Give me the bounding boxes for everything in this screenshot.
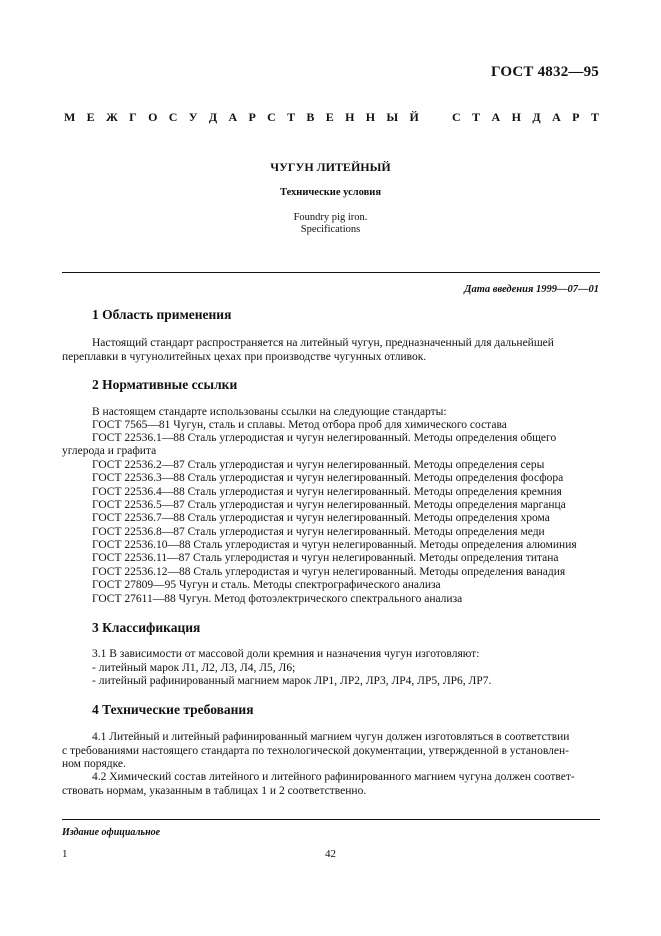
reference-item: ГОСТ 22536.8—87 Сталь углеродистая и чугун нелегированный. Методы определения меди bbox=[92, 526, 545, 538]
banner-letter: Т bbox=[287, 110, 296, 124]
section-2-heading: 2 Нормативные ссылки bbox=[92, 377, 238, 392]
interstate-standard-banner bbox=[64, 110, 599, 125]
banner-letter: А bbox=[552, 110, 561, 124]
introduction-date: Дата введения 1999—07—01 bbox=[464, 284, 599, 295]
section-1-text-line-1: Настоящий стандарт распространяется на литейный чугун, предназначенный для дальнейшей bbox=[92, 337, 554, 349]
section-3-heading: 3 Классификация bbox=[92, 620, 201, 635]
banner-letter: Е bbox=[325, 110, 334, 124]
bottom-divider bbox=[62, 819, 600, 820]
banner-letter: Н bbox=[511, 110, 521, 124]
section-4-heading: 4 Технические требования bbox=[92, 702, 254, 717]
banner-letter: С bbox=[168, 110, 178, 124]
banner-letter: Ж bbox=[105, 110, 118, 124]
section-4-text-line-2: с требованиями настоящего стандарта по технологической документации, утвержденной в установлен- bbox=[62, 745, 569, 757]
banner-letter: Н bbox=[365, 110, 376, 124]
banner-letter: О bbox=[148, 110, 158, 124]
section-3-text-line-1: 3.1 В зависимости от массовой доли кремния и назначения чугун изготовляют: bbox=[92, 648, 480, 660]
reference-item: ГОСТ 22536.10—88 Сталь углеродистая и чугун нелегированный. Методы определения алюминия bbox=[92, 539, 577, 551]
banner-letter: А bbox=[491, 110, 501, 124]
banner-letter: С bbox=[452, 110, 461, 124]
section-1-text-line-2: переплавки в чугунолитейных цехах при производстве чугунных отливок. bbox=[62, 351, 427, 363]
page-number: 42 bbox=[325, 848, 336, 860]
footer-left-number: 1 bbox=[62, 848, 68, 860]
banner-letter: Й bbox=[409, 110, 419, 124]
banner-letter: Р bbox=[572, 110, 580, 124]
section-4-text-line-3: ном порядке. bbox=[62, 758, 126, 770]
section-4-text-line-5: ствовать нормам, указанным в таблицах 1 и 2 соответственно. bbox=[62, 785, 367, 797]
section-2-intro: В настоящем стандарте использованы ссылки на следующие стандарты: bbox=[92, 406, 447, 418]
reference-item: ГОСТ 22536.1—88 Сталь углеродистая и чугун нелегированный. Методы определения общего bbox=[92, 432, 557, 444]
official-edition-label: Издание официальное bbox=[62, 827, 161, 838]
reference-item: ГОСТ 22536.2—87 Сталь углеродистая и чугун нелегированный. Методы определения серы bbox=[92, 459, 545, 471]
reference-item: ГОСТ 22536.4—88 Сталь углеродистая и чугун нелегированный. Методы определения кремния bbox=[92, 486, 562, 498]
document-code: ГОСТ 4832—95 bbox=[490, 64, 599, 80]
banner-letter: А bbox=[228, 110, 238, 124]
banner-letter: С bbox=[267, 110, 276, 124]
banner-letter: М bbox=[64, 110, 76, 124]
section-1-heading: 1 Область применения bbox=[92, 307, 232, 322]
banner-letter: Р bbox=[248, 110, 256, 124]
banner-letter: Т bbox=[472, 110, 481, 124]
section-3-list-item-2: - литейный рафинированный магнием марок ЛР1, ЛР2, ЛР3, ЛР4, ЛР5, ЛР6, ЛР7. bbox=[92, 675, 492, 687]
reference-item: ГОСТ 27611—88 Чугун. Метод фотоэлектрического спектрального анализа bbox=[92, 593, 463, 605]
section-4-text-line-1: 4.1 Литейный и литейный рафинированный магнием чугун должен изготовляться в соответствии bbox=[92, 731, 570, 743]
document-subtitle: Технические условия bbox=[279, 187, 382, 198]
banner-letter: Ы bbox=[386, 110, 399, 124]
english-title-line-2: Specifications bbox=[300, 224, 361, 235]
banner-letter: Г bbox=[129, 110, 137, 124]
banner-letter: Т bbox=[590, 110, 599, 124]
banner-letter: Н bbox=[345, 110, 355, 124]
reference-item-continuation: углерода и графита bbox=[62, 445, 157, 457]
reference-item: ГОСТ 22536.12—88 Сталь углеродистая и чугун нелегированный. Методы определения ванадия bbox=[92, 566, 566, 578]
english-title-line-1: Foundry pig iron. bbox=[293, 212, 368, 223]
interstate-word-1 bbox=[64, 110, 419, 125]
reference-item: ГОСТ 22536.11—87 Сталь углеродистая и чугун нелегированный. Методы определения титана bbox=[92, 552, 559, 564]
banner-letter: Д bbox=[532, 110, 541, 124]
section-4-text-line-4: 4.2 Химический состав литейного и литейного рафинированного магнием чугуна должен соответ- bbox=[92, 771, 575, 783]
reference-item: ГОСТ 7565—81 Чугун, сталь и сплавы. Метод отбора проб для химического состава bbox=[92, 419, 507, 431]
banner-letter: Е bbox=[86, 110, 95, 124]
section-3-list-item-1: - литейный марок Л1, Л2, Л3, Л4, Л5, Л6; bbox=[92, 662, 296, 674]
reference-item: ГОСТ 22536.3—88 Сталь углеродистая и чугун нелегированный. Методы определения фосфора bbox=[92, 472, 564, 484]
top-divider bbox=[62, 272, 600, 273]
banner-letter: В bbox=[306, 110, 315, 124]
reference-item: ГОСТ 27809—95 Чугун и сталь. Методы спектрографического анализа bbox=[92, 579, 441, 591]
banner-letter: У bbox=[188, 110, 198, 124]
interstate-word-2 bbox=[452, 110, 599, 125]
reference-item: ГОСТ 22536.7—88 Сталь углеродистая и чугун нелегированный. Методы определения хрома bbox=[92, 512, 550, 524]
reference-item: ГОСТ 22536.5—87 Сталь углеродистая и чугун нелегированный. Методы определения марганца bbox=[92, 499, 566, 511]
banner-letter: Д bbox=[208, 110, 218, 124]
document-title: ЧУГУН ЛИТЕЙНЫЙ bbox=[270, 160, 391, 174]
